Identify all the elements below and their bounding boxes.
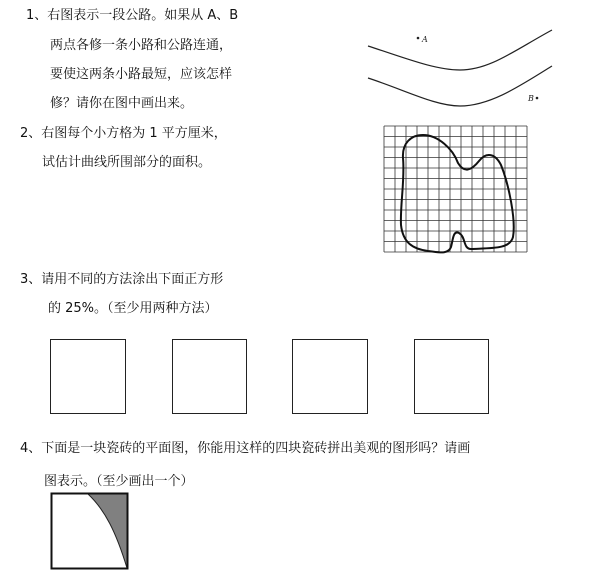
square-4[interactable] (414, 339, 489, 414)
road-figure (360, 18, 560, 118)
square-1[interactable] (50, 339, 126, 414)
q2-line-2: 试估计曲线所围部分的面积。 (42, 155, 212, 170)
q3-line-2: 的 25%。（至少用两种方法） (48, 301, 218, 316)
grid-figure (383, 125, 530, 255)
road-upper-edge (368, 30, 552, 70)
closed-curve (401, 135, 514, 252)
q4-line-2: 图表示。（至少画出一个） (44, 474, 194, 489)
tile-shaded-corner (88, 494, 127, 568)
q1-line-1: 1、右图表示一段公路。如果从 A、B (26, 8, 239, 23)
q1-line-4: 修？请你在图中画出来。 (50, 96, 194, 111)
square-2[interactable] (172, 339, 247, 414)
road-lower-edge (368, 66, 552, 106)
q3-line-1: 3、请用不同的方法涂出下面正方形 (20, 272, 224, 287)
label-a: A (422, 35, 428, 44)
q1-line-3: 要使这两条小路最短，应该怎样 (50, 67, 233, 82)
point-b (536, 97, 539, 100)
q4-line-1: 4、下面是一块瓷砖的平面图，你能用这样的四块瓷砖拼出美观的图形吗？请画 (20, 441, 471, 456)
label-b: B (528, 94, 534, 103)
tile-figure (50, 492, 130, 570)
point-a (417, 37, 420, 40)
square-3[interactable] (292, 339, 368, 414)
q1-line-2: 两点各修一条小路和公路连通， (50, 38, 233, 53)
q2-line-1: 2、右图每个小方格为 1 平方厘米， (20, 126, 227, 141)
